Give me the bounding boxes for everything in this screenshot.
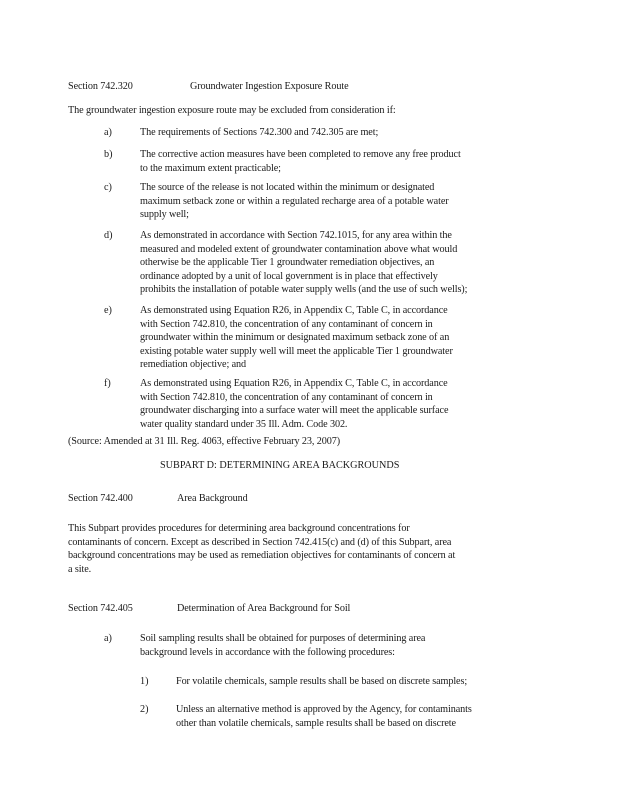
text-line: with Section 742.810, the concentration of any contaminant of concern in [140,318,433,330]
item-label: a) [104,633,112,644]
item-text [140,229,467,297]
item-text [140,377,448,431]
item-text [140,148,461,175]
text-line: prohibits the installation of potable water supply wells (and the use of such wells); [140,284,468,296]
sub-item-text [176,675,467,689]
item-label: c) [104,182,112,193]
item-label: e) [104,305,112,316]
text-line: For volatile chemicals, sample results shall be based on discrete samples; [176,676,468,687]
item-label: b) [104,149,113,160]
text-line: groundwater within the minimum or designated maximum setback zone of an [140,332,450,344]
section-number: Section 742.400 [68,493,133,504]
section-number: Section 742.405 [68,603,133,614]
text-line: contaminants of concern. Except as described in Section 742.415(c) and (d) of this Subpart, area [68,536,452,548]
text-line: ordinance adopted by a unit of local government is in place that effectively [140,270,438,282]
section-title: Area Background [177,493,248,504]
text-line: other than volatile chemicals, sample results shall be based on discrete [176,717,456,729]
item-text [140,181,449,222]
item-text [140,632,425,659]
item-text [140,126,378,140]
sub-item-label: 2) [140,704,149,715]
text-line: to the maximum extent practicable; [140,162,281,174]
text-line: otherwise be the applicable Tier 1 groundwater remediation objectives, an [140,257,435,269]
intro-paragraph: The groundwater ingestion exposure route may be excluded from consideration if: [68,105,396,116]
text-line: existing potable water supply well will meet the applicable Tier 1 groundwater [140,345,453,357]
source-note: (Source: Amended at 31 Ill. Reg. 4063, effective February 23, 2007) [68,436,341,447]
text-line: Unless an alternative method is approved by the Agency, for contaminants [176,704,472,715]
text-line: This Subpart provides procedures for determining area background concentrations for [68,523,410,534]
section-title: Groundwater Ingestion Exposure Route [190,81,349,92]
section-title: Determination of Area Background for Soil [177,603,351,614]
item-text [140,304,453,372]
text-line: groundwater discharging into a surface water will meet the applicable surface [140,405,449,417]
text-line: supply well; [140,209,189,221]
text-line: maximum setback zone or within a regulated recharge area of a potable water [140,195,449,207]
text-line: As demonstrated using Equation R26, in Appendix C, Table C, in accordance [140,305,448,316]
section-number: Section 742.320 [68,81,133,92]
text-line: As demonstrated in accordance with Section 742.1015, for any area within the [140,230,452,241]
subpart-heading: SUBPART D: DETERMINING AREA BACKGROUNDS [160,460,400,471]
text-line: remediation objective; and [140,359,247,371]
text-line: The requirements of Sections 742.300 and 742.305 are met; [140,127,379,138]
text-line: The source of the release is not located within the minimum or designated [140,182,435,193]
text-line: measured and modeled extent of groundwater contamination above what would [140,243,458,255]
sub-item-label: 1) [140,676,149,687]
item-label: d) [104,230,113,241]
text-line: background levels in accordance with the following procedures: [140,646,395,658]
item-label: a) [104,127,112,138]
text-line: a site. [68,563,92,575]
text-line: The corrective action measures have been completed to remove any free product [140,149,461,160]
text-line: with Section 742.810, the concentration of any contaminant of concern in [140,391,433,403]
text-line: water quality standard under 35 Ill. Adm. Code 302. [140,418,348,430]
text-line: Soil sampling results shall be obtained for purposes of determining area [140,633,426,644]
sub-item-text [176,703,472,730]
text-line: As demonstrated using Equation R26, in Appendix C, Table C, in accordance [140,378,448,389]
text-line: background concentrations may be used as remediation objectives for contaminants of concern at [68,550,456,562]
item-label: f) [104,378,111,389]
area-background-paragraph [68,522,455,576]
